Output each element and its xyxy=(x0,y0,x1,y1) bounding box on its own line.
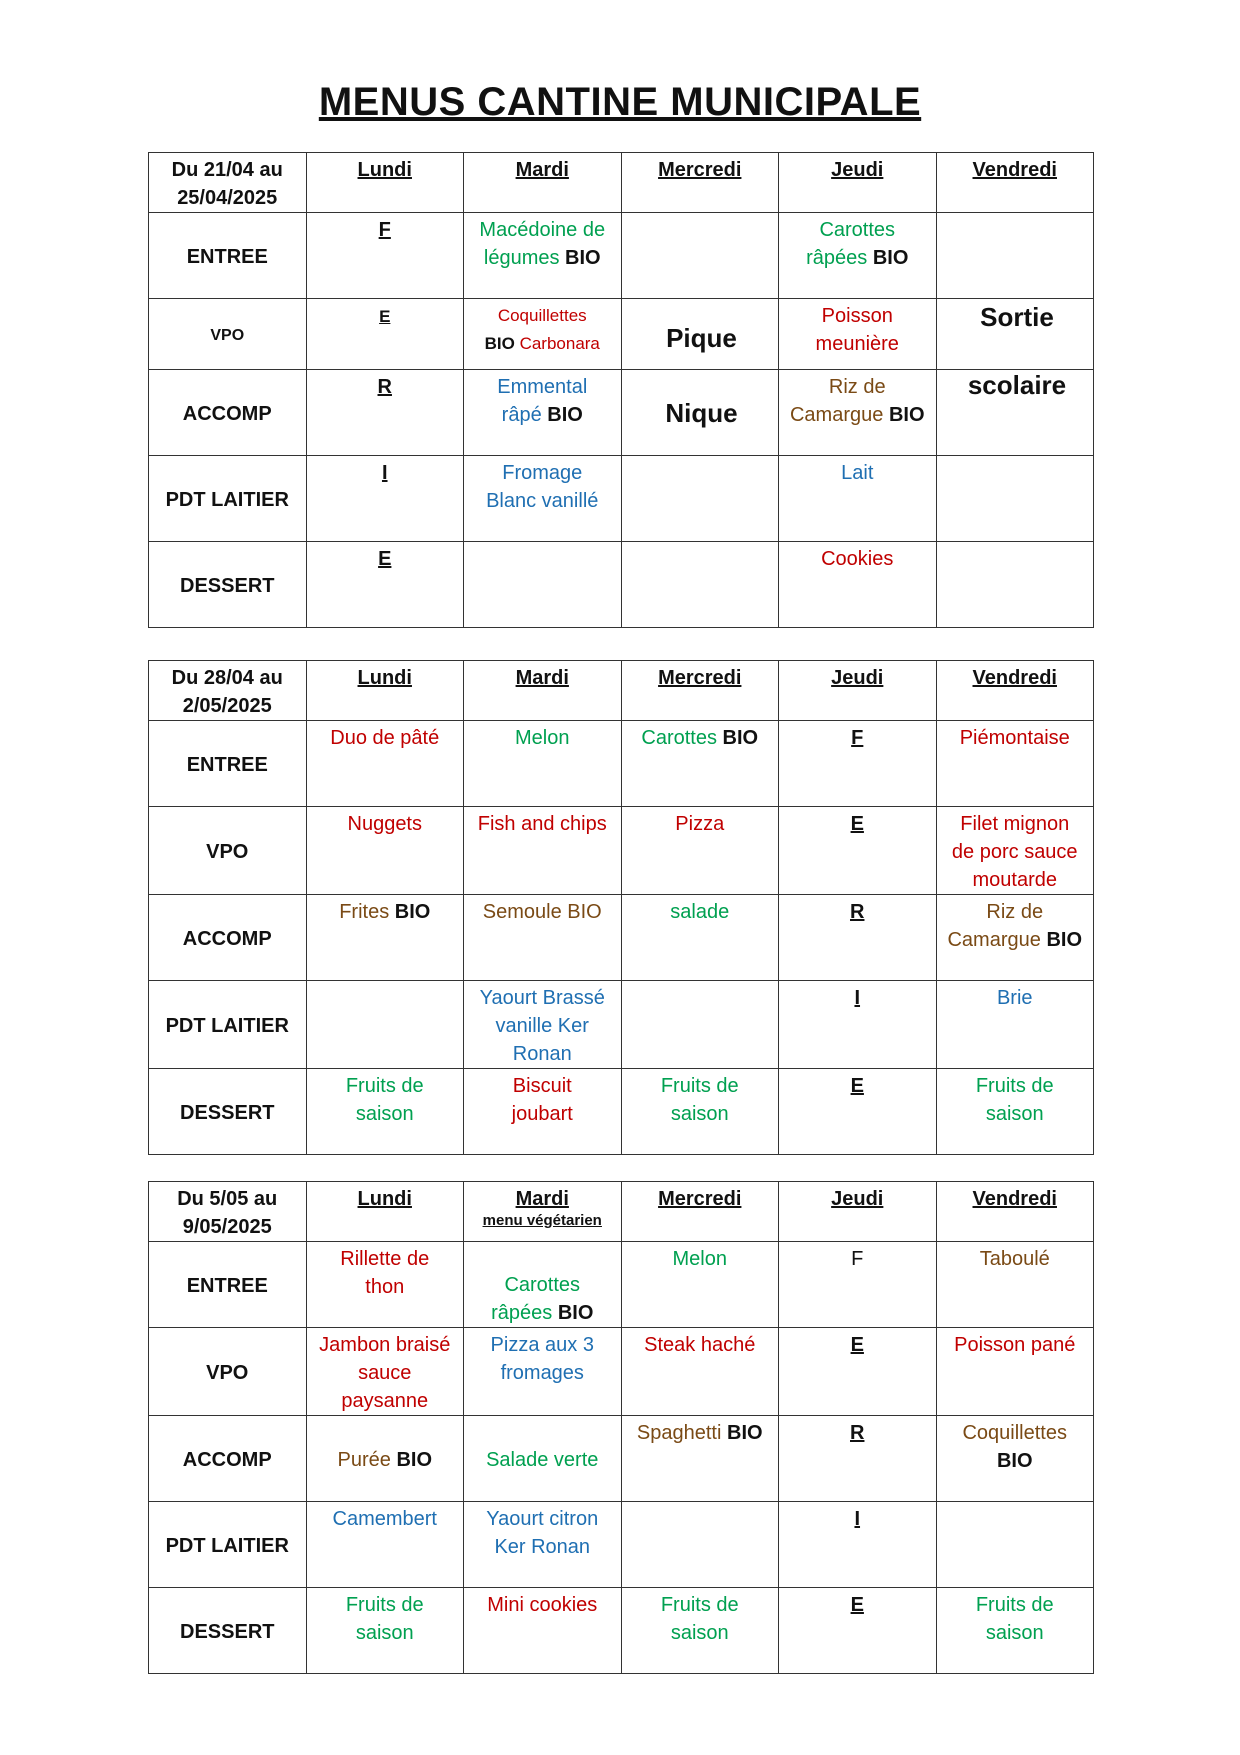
dish-line: Filet mignon xyxy=(960,813,1070,835)
cell-vendredi-entree: Taboulé xyxy=(936,1242,1094,1328)
table-row-vpo xyxy=(149,1328,1094,1416)
cell-mardi-vpo: Fish and chips xyxy=(464,807,622,895)
cell-vendredi-laitier xyxy=(936,1502,1094,1588)
cell-lundi-dessert xyxy=(306,542,464,628)
dish-line: Coquillettes xyxy=(962,1422,1067,1444)
ferie-letter: E xyxy=(379,307,391,326)
dish-line: Carottes xyxy=(504,1274,581,1296)
table-row-entree xyxy=(149,721,1094,807)
cell-jeudi-entree: F xyxy=(779,1242,937,1328)
row-label-accomp: ACCOMP xyxy=(149,1416,307,1502)
cell-mardi-entree: Melon xyxy=(464,721,622,807)
period-line-1: Du 5/05 au xyxy=(177,1188,278,1210)
cell-lundi-accomp xyxy=(306,1416,464,1502)
cell-mardi-entree xyxy=(464,1242,622,1328)
dish-line: Coquillettes xyxy=(497,306,587,325)
day-header-vendredi: Vendredi xyxy=(936,661,1094,721)
cell-lundi-vpo: Nuggets xyxy=(306,807,464,895)
table-row-dessert xyxy=(149,1069,1094,1155)
dish-line: Biscuit xyxy=(512,1075,572,1097)
cell-mardi-accomp: Salade verte xyxy=(464,1416,622,1502)
cell-lundi-vpo xyxy=(306,299,464,370)
row-label-vpo: VPO xyxy=(149,299,307,370)
cell-mardi-dessert xyxy=(464,542,622,628)
cell-mercredi-laitier xyxy=(621,981,779,1069)
mercredi-note-pique: Pique xyxy=(666,323,737,353)
bio-label: BIO xyxy=(565,247,601,269)
table-row-entree xyxy=(149,213,1094,299)
dish-line: meunière xyxy=(815,333,899,355)
cell-mercredi-dessert xyxy=(621,1588,779,1674)
dish-line: Pizza aux 3 xyxy=(490,1334,594,1356)
dish-line: Fruits de xyxy=(975,1594,1054,1616)
cell-mardi-dessert xyxy=(464,1069,622,1155)
cell-vendredi-entree: Piémontaise xyxy=(936,721,1094,807)
ferie-letter: R xyxy=(850,901,865,923)
period-line-2: 25/04/2025 xyxy=(177,187,278,209)
ferie-letter: R xyxy=(377,376,392,398)
cell-mercredi-accomp xyxy=(621,1416,779,1502)
day-header-mercredi: Mercredi xyxy=(621,153,779,213)
row-label-laitier: PDT LAITIER xyxy=(149,1502,307,1588)
cell-mercredi-entree: Melon xyxy=(621,1242,779,1328)
table-header-row xyxy=(149,153,1094,213)
cell-vendredi-entree xyxy=(936,213,1094,299)
cell-vendredi-vpo xyxy=(936,807,1094,895)
cell-mardi-laitier xyxy=(464,981,622,1069)
cell-mardi-dessert: Mini cookies xyxy=(464,1588,622,1674)
cell-jeudi-laitier xyxy=(779,1502,937,1588)
cell-mercredi-entree xyxy=(621,213,779,299)
cell-jeudi-entree xyxy=(779,213,937,299)
dish-line: Blanc vanillé xyxy=(486,490,599,512)
dish-line: râpé xyxy=(501,404,542,426)
day-header-mercredi: Mercredi xyxy=(621,661,779,721)
ferie-letter: F xyxy=(851,727,864,749)
day-header-vendredi: Vendredi xyxy=(936,1182,1094,1242)
dish-line: joubart xyxy=(511,1103,573,1125)
period-line-2: 9/05/2025 xyxy=(182,1216,272,1238)
bio-label: BIO xyxy=(396,1449,432,1471)
cell-lundi-entree xyxy=(306,1242,464,1328)
dish-line: de porc sauce xyxy=(951,841,1078,863)
table-row-accomp xyxy=(149,895,1094,981)
bio-label: BIO xyxy=(872,247,909,269)
table-row-entree xyxy=(149,1242,1094,1328)
cell-mardi-accomp: Semoule BIO xyxy=(464,895,622,981)
dish-line: Camargue xyxy=(789,404,884,426)
day-header-mardi: Mardi xyxy=(464,153,622,213)
table-row-accomp xyxy=(149,1416,1094,1502)
cell-mercredi-vpo: Pizza xyxy=(621,807,779,895)
dish-line: Riz de xyxy=(986,901,1044,923)
cell-vendredi-dessert xyxy=(936,1069,1094,1155)
cell-mercredi-accomp: salade xyxy=(621,895,779,981)
dish-line: saison xyxy=(985,1622,1044,1644)
bio-label: BIO xyxy=(547,404,583,426)
day-header-jeudi: Jeudi xyxy=(779,153,937,213)
ferie-letter: E xyxy=(850,813,864,835)
period-cell xyxy=(149,661,307,721)
dish-line: saison xyxy=(985,1103,1044,1125)
period-cell xyxy=(149,153,307,213)
row-label-entree: ENTREE xyxy=(149,213,307,299)
dish-line: Ker Ronan xyxy=(494,1536,591,1558)
row-label-dessert: DESSERT xyxy=(149,542,307,628)
cell-vendredi-laitier: Brie xyxy=(936,981,1094,1069)
cell-mercredi-laitier xyxy=(621,456,779,542)
dish-line: Purée xyxy=(337,1449,391,1471)
dish-line: légumes xyxy=(483,247,560,269)
dish-line: Frites xyxy=(339,901,390,923)
period-cell xyxy=(149,1182,307,1242)
row-label-dessert: DESSERT xyxy=(149,1588,307,1674)
dish-line: saison xyxy=(670,1622,729,1644)
day-header-mardi: Mardi xyxy=(464,661,622,721)
dish-line: Spaghetti xyxy=(636,1422,722,1444)
period-line-2: 2/05/2025 xyxy=(182,695,272,717)
day-header-mercredi: Mercredi xyxy=(621,1182,779,1242)
day-header-lundi: Lundi xyxy=(306,661,464,721)
cell-lundi-laitier: Camembert xyxy=(306,1502,464,1588)
day-header-lundi: Lundi xyxy=(306,1182,464,1242)
cell-jeudi-vpo xyxy=(779,299,937,370)
cell-lundi-entree: Duo de pâté xyxy=(306,721,464,807)
cell-mardi-entree xyxy=(464,213,622,299)
cell-jeudi-accomp xyxy=(779,1416,937,1502)
vendredi-note-scolaire: scolaire xyxy=(967,370,1067,400)
dish-line: Fruits de xyxy=(975,1075,1054,1097)
day-header-jeudi: Jeudi xyxy=(779,661,937,721)
bio-label: BIO xyxy=(727,1422,763,1444)
day-header-vendredi: Vendredi xyxy=(936,153,1094,213)
cell-vendredi-laitier xyxy=(936,456,1094,542)
cell-lundi-dessert xyxy=(306,1069,464,1155)
cell-mardi-vpo xyxy=(464,1328,622,1416)
ferie-letter: I xyxy=(854,987,861,1009)
dish-line: Jambon braisé xyxy=(319,1334,451,1356)
row-label-dessert: DESSERT xyxy=(149,1069,307,1155)
bio-label: BIO xyxy=(484,334,515,353)
cell-mercredi-entree xyxy=(621,721,779,807)
cell-mardi-vpo xyxy=(464,299,622,370)
dish-line: Carottes xyxy=(819,219,896,241)
cell-mardi-laitier xyxy=(464,456,622,542)
dish-line: saison xyxy=(670,1103,729,1125)
bio-label: BIO xyxy=(722,727,759,749)
table-header-row xyxy=(149,661,1094,721)
cell-lundi-laitier xyxy=(306,456,464,542)
dish-line: moutarde xyxy=(972,869,1057,891)
ferie-letter: I xyxy=(381,462,388,484)
page-title: MENUS CANTINE MUNICIPALE xyxy=(318,80,922,124)
cell-jeudi-vpo xyxy=(779,1328,937,1416)
day-header-lundi: Lundi xyxy=(306,153,464,213)
cell-jeudi-vpo xyxy=(779,807,937,895)
dish-line: Fruits de xyxy=(345,1594,424,1616)
day-header-mardi-label: Mardi xyxy=(515,1188,569,1210)
row-label-entree: ENTREE xyxy=(149,721,307,807)
ferie-letter: E xyxy=(378,548,392,570)
vendredi-note-sortie: Sortie xyxy=(980,302,1054,332)
row-label-laitier: PDT LAITIER xyxy=(149,981,307,1069)
cell-vendredi-dessert xyxy=(936,1588,1094,1674)
row-label-accomp: ACCOMP xyxy=(149,895,307,981)
ferie-letter: E xyxy=(850,1594,864,1616)
dish-line: râpées xyxy=(491,1302,553,1324)
menu-table-week-2 xyxy=(148,660,1094,1155)
row-label-entree: ENTREE xyxy=(149,1242,307,1328)
menu-vegetarien-label: menu végétarien xyxy=(482,1212,602,1229)
dish-line: thon xyxy=(365,1276,405,1298)
dish-line: Fruits de xyxy=(345,1075,424,1097)
cell-mercredi-laitier xyxy=(621,1502,779,1588)
cell-mercredi-vpo: Steak haché xyxy=(621,1328,779,1416)
table-row-dessert xyxy=(149,1588,1094,1674)
cell-vendredi-accomp xyxy=(936,895,1094,981)
cell-lundi-accomp xyxy=(306,895,464,981)
ferie-letter: I xyxy=(854,1508,861,1530)
cell-lundi-dessert xyxy=(306,1588,464,1674)
table-row-dessert xyxy=(149,542,1094,628)
dish-line: saison xyxy=(355,1622,414,1644)
cell-jeudi-accomp xyxy=(779,895,937,981)
dish-line: Macédoine de xyxy=(479,219,606,241)
day-header-mardi xyxy=(464,1182,622,1242)
dish-line: Fromage xyxy=(502,462,583,484)
cell-jeudi-dessert: Cookies xyxy=(779,542,937,628)
bio-label: BIO xyxy=(394,901,431,923)
dish-line: Fruits de xyxy=(660,1075,739,1097)
table-header-row xyxy=(149,1182,1094,1242)
menu-table-week-3 xyxy=(148,1181,1094,1674)
bio-label: BIO xyxy=(557,1302,594,1324)
cell-mercredi-dessert xyxy=(621,542,779,628)
table-row-laitier xyxy=(149,981,1094,1069)
cell-vendredi-dessert xyxy=(936,542,1094,628)
cell-lundi-accomp xyxy=(306,370,464,456)
dish-line: Emmental xyxy=(497,376,588,398)
dish-line: vanille Ker xyxy=(495,1015,589,1037)
dish-line: sauce xyxy=(358,1362,412,1384)
dish-line: Ronan xyxy=(512,1043,572,1065)
dish-line: Yaourt citron xyxy=(486,1508,599,1530)
cell-jeudi-dessert xyxy=(779,1588,937,1674)
row-label-accomp: ACCOMP xyxy=(149,370,307,456)
cell-vendredi-accomp xyxy=(936,1416,1094,1502)
row-label-vpo: VPO xyxy=(149,1328,307,1416)
cell-jeudi-laitier xyxy=(779,981,937,1069)
table-row-vpo xyxy=(149,807,1094,895)
dish-line: Yaourt Brassé xyxy=(479,987,605,1009)
dish-line: saison xyxy=(355,1103,414,1125)
cell-lundi-entree xyxy=(306,213,464,299)
ferie-letter: F xyxy=(378,219,391,241)
ferie-letter: E xyxy=(850,1334,864,1356)
dish-line: Riz de xyxy=(828,376,886,398)
dish-line: Carottes xyxy=(641,727,717,749)
period-line-1: Du 28/04 au xyxy=(171,667,283,689)
dish-line: Carbonara xyxy=(519,334,600,353)
day-header-jeudi: Jeudi xyxy=(779,1182,937,1242)
row-label-laitier: PDT LAITIER xyxy=(149,456,307,542)
bio-label: BIO xyxy=(1046,929,1082,951)
cell-lundi-vpo xyxy=(306,1328,464,1416)
ferie-letter: E xyxy=(850,1075,864,1097)
cell-lundi-laitier xyxy=(306,981,464,1069)
cell-jeudi-dessert xyxy=(779,1069,937,1155)
ferie-letter: R xyxy=(850,1422,865,1444)
dish-line: Camargue xyxy=(947,929,1041,951)
bio-label: BIO xyxy=(888,404,925,426)
cell-mardi-accomp xyxy=(464,370,622,456)
row-label-vpo: VPO xyxy=(149,807,307,895)
bio-label: BIO xyxy=(996,1450,1033,1472)
dish-line: fromages xyxy=(500,1362,584,1384)
cell-jeudi-entree xyxy=(779,721,937,807)
cell-jeudi-accomp xyxy=(779,370,937,456)
period-line-1: Du 21/04 au xyxy=(171,159,283,181)
dish-line: Poisson xyxy=(821,305,893,327)
cell-vendredi-vpo: Poisson pané xyxy=(936,1328,1094,1416)
dish-line: paysanne xyxy=(341,1390,429,1412)
mercredi-note-nique: Nique xyxy=(665,398,738,428)
table-row-laitier xyxy=(149,1502,1094,1588)
dish-line: Rillette de xyxy=(340,1248,430,1270)
cell-jeudi-laitier: Lait xyxy=(779,456,937,542)
dish-line: râpées xyxy=(806,247,868,269)
cell-mardi-laitier xyxy=(464,1502,622,1588)
dish-line: Fruits de xyxy=(660,1594,739,1616)
table-row-laitier xyxy=(149,456,1094,542)
cell-mercredi-dessert xyxy=(621,1069,779,1155)
